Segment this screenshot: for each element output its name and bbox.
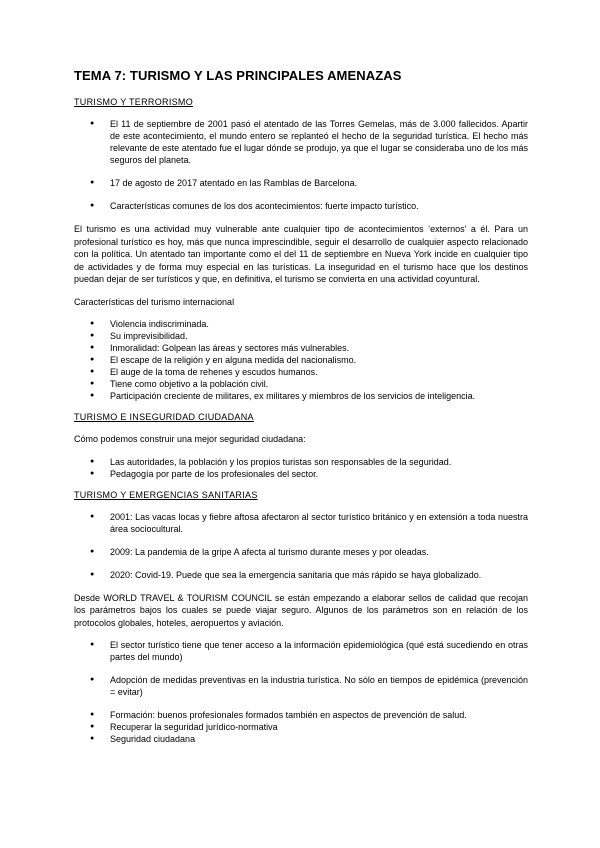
list-item: ● Participación creciente de militares, ex militares y miembros de los servicios de inteligencia. (74, 390, 528, 402)
list-item: ● El auge de la toma de rehenes y escudos humanos. (74, 366, 528, 378)
insecurity-bullet-list (74, 456, 528, 480)
list-item: ● El sector turístico tiene que tener acceso a la información epidemiológica (qué está sucediendo en otras partes del mundo) (74, 639, 528, 663)
section-heading-health: TURISMO Y EMERGENCIAS SANITARIAS (74, 489, 258, 500)
health-paragraph: Desde WORLD TRAVEL & TOURISM COUNCIL se están empezando a elaborar sellos de calidad que recojan los parámetros bajos los cuales se puede viajar seguro. Algunos de los parámetros son en relación de los protocolos globales, hoteles, aeropuertos y aviación. (74, 592, 528, 628)
health-extra-list (74, 709, 528, 745)
list-item: ● Las autoridades, la población y los propios turistas son responsables de la seguridad. (74, 456, 528, 468)
health-measures-list (74, 639, 528, 698)
list-item: ● Características comunes de los dos acontecimientos: fuerte impacto turístico. (74, 200, 528, 212)
list-item: ● 2009: La pandemia de la gripe A afecta al turismo durante meses y por oleadas. (74, 546, 528, 558)
list-item: ● Adopción de medidas preventivas en la industria turística. No sólo en tiempos de epidémica (prevención = evitar) (74, 674, 528, 698)
subheading-international-tourism: Características del turismo internacional (74, 296, 235, 307)
section-heading-terrorism: TURISMO Y TERRORISMO (74, 97, 194, 107)
document-page (74, 68, 528, 755)
list-item: ● Seguridad ciudadana (74, 733, 528, 745)
list-item: ● 17 de agosto de 2017 atentado en las Ramblas de Barcelona. (74, 177, 528, 189)
terrorism-paragraph: El turismo es una actividad muy vulnerable ante cualquier tipo de acontecimientos ‘externos’ a él. Para un profesional turístico es hoy, más que nunca imprescindible, seguir el desarrollo de cualquier aspecto relacionado con la política. Un atentado tan importante como el del 11 de septiembre en Nueva York incide en cualquier tipo de actividades y de forma muy especial en las turísticas. La inseguridad en el turismo hace que los destinos puedan dejar de ser turísticos y que, en definitiva, el turismo se convierta en una actividad coyuntural. (74, 224, 528, 284)
list-item: ● 2020: Covid-19. Puede que sea la emergencia sanitaria que más rápido se haya globalizado. (74, 569, 528, 581)
list-item: ● El 11 de septiembre de 2001 pasó el atentado de las Torres Gemelas, más de 3.000 fallecidos. Apartir de este acontecimiento, el mundo entero se replanteó el hecho de la seguridad turística. El hecho más relevante de este atentado fue el lugar dónde se produjo, ya que el lugar se consideraba uno de los más seguros del planeta. (74, 118, 528, 166)
list-item: ● El escape de la religión y en alguna medida del nacionalismo. (74, 354, 528, 366)
list-item: ● Tiene como objetivo a la población civil. (74, 378, 528, 390)
list-item: ● Formación: buenos profesionales formados también en aspectos de prevención de salud. (74, 709, 528, 721)
list-item: ● Pedagogía por parte de los profesionales del sector. (74, 468, 528, 480)
list-item: ● Su imprevisibilidad. (74, 330, 528, 342)
list-item: ● Recuperar la seguridad jurídico-normativa (74, 721, 528, 733)
list-item: ● Inmoralidad: Golpean las áreas y sectores más vulnerables. (74, 342, 528, 354)
list-item: ● 2001: Las vacas locas y fiebre aftosa afectaron al sector turístico británico y en extensión a toda nuestra área sociocultural. (74, 511, 528, 535)
list-item: ● Violencia indiscriminada. (74, 318, 528, 330)
section-heading-insecurity: TURISMO E INSEGURIDAD CIUDADANA (74, 412, 254, 422)
page-title: TEMA 7: TURISMO Y LAS PRINCIPALES AMENAZAS (74, 68, 402, 83)
terrorism-bullet-list (74, 118, 528, 212)
features-list (74, 318, 528, 402)
insecurity-intro: Cómo podemos construir una mejor seguridad ciudadana: (74, 434, 306, 444)
health-bullet-list (74, 511, 528, 581)
